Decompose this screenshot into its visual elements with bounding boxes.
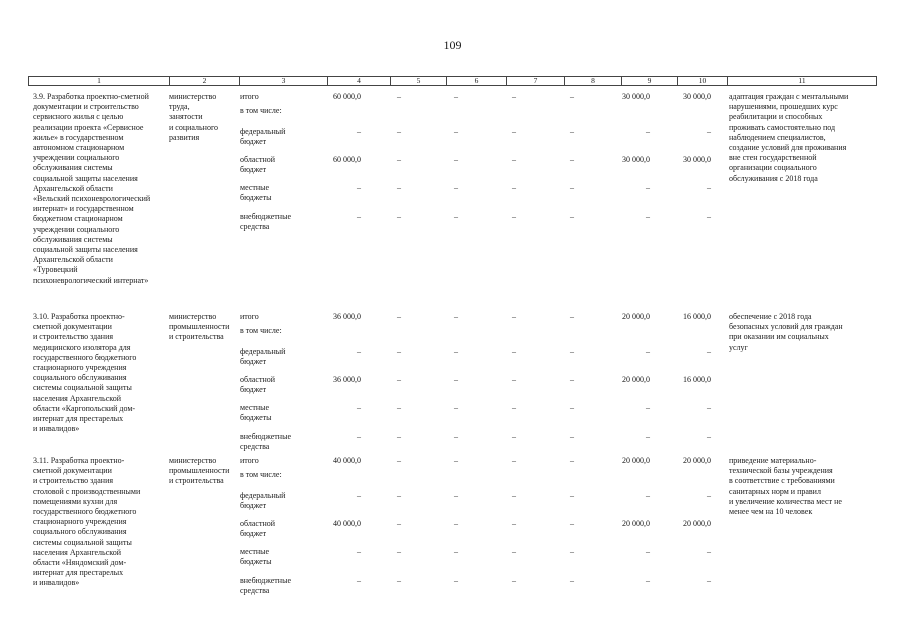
funding-value-cell: 20 000,0 — [683, 456, 711, 465]
funding-value-cell: 30 000,0 — [683, 155, 711, 164]
funding-value-cell: – — [512, 92, 516, 101]
funding-value-cell: – — [512, 519, 516, 528]
funding-value-cell: 60 000,0 — [333, 155, 361, 164]
funding-source-label: в том числе: — [240, 106, 282, 115]
funding-source-label: внебюджетные средства — [240, 432, 291, 452]
funding-value-cell: – — [570, 432, 574, 441]
funding-value-cell: – — [454, 576, 458, 585]
column-header-6: 6 — [446, 77, 506, 85]
funding-value-cell: – — [357, 491, 361, 500]
funding-value-cell: – — [397, 375, 401, 384]
funding-value-cell: – — [454, 183, 458, 192]
funding-value-cell: – — [454, 375, 458, 384]
funding-value-cell: – — [357, 212, 361, 221]
funding-value-cell: – — [570, 547, 574, 556]
funding-source-label: местные бюджеты — [240, 403, 272, 423]
funding-value-cell: – — [646, 183, 650, 192]
funding-value-cell: – — [454, 127, 458, 136]
funding-value-cell: – — [646, 491, 650, 500]
column-header-8: 8 — [564, 77, 621, 85]
funding-value-cell: – — [570, 155, 574, 164]
funding-value-cell: – — [646, 547, 650, 556]
funding-value-cell: – — [646, 347, 650, 356]
column-header-11: 11 — [727, 77, 876, 85]
funding-value-cell: – — [397, 432, 401, 441]
funding-value-cell: – — [646, 403, 650, 412]
funding-value-cell: – — [397, 92, 401, 101]
column-header-3: 3 — [239, 77, 327, 85]
funding-value-cell: – — [646, 576, 650, 585]
funding-value-cell: – — [646, 432, 650, 441]
funding-value-cell: – — [570, 403, 574, 412]
section-executor: министерство промышленности и строительства — [169, 312, 230, 342]
funding-value-cell: – — [570, 491, 574, 500]
section-description: 3.11. Разработка проектно- сметной документации и строительство здания столовой с производственными помещениями кухни для государственного бюджетного стационарного учреждения социального обслуживания системы социальной защиты населения Архангельской области «Няндомский дом- интернат для престарелых и инвалидов» — [33, 456, 141, 588]
funding-value-cell: – — [570, 576, 574, 585]
funding-value-cell: – — [397, 456, 401, 465]
funding-source-label: итого — [240, 456, 259, 465]
funding-value-cell: – — [646, 212, 650, 221]
funding-source-label: областной бюджет — [240, 375, 276, 395]
funding-value-cell: – — [397, 519, 401, 528]
funding-value-cell: – — [397, 155, 401, 164]
funding-source-label: федеральный бюджет — [240, 347, 286, 367]
funding-value-cell: – — [397, 547, 401, 556]
funding-value-cell: – — [397, 491, 401, 500]
funding-value-cell: – — [707, 403, 711, 412]
funding-value-cell: 40 000,0 — [333, 456, 361, 465]
funding-value-cell: – — [707, 347, 711, 356]
funding-value-cell: – — [570, 312, 574, 321]
funding-value-cell: – — [570, 92, 574, 101]
section-result: обеспечение с 2018 года безопасных условий для граждан при оказании им социальных услуг — [729, 312, 843, 352]
section-result: адаптация граждан с ментальными нарушениями, прошедших курс реабилитации и способных проживать самостоятельно под наблюдением специалистов, создание условий для проживания вне стен государственной организации социального обслуживания с 2018 года — [729, 92, 849, 183]
funding-value-cell: 60 000,0 — [333, 92, 361, 101]
section-description: 3.9. Разработка проектно-сметной документации и строительство сервисного жилья с целью реализации проекта «Сервисное жилье» в государственном автономном стационарном учреждении социального обслуживания системы социальной защиты населения Архангельской области «Вельский психоневрологический интернат» и государственном бюджетном стационарном учреждении социального обслуживания системы социальной защиты населения Архангельской области «Туровецкий психоневрологический интернат» — [33, 92, 151, 285]
funding-value-cell: 16 000,0 — [683, 312, 711, 321]
funding-value-cell: – — [454, 547, 458, 556]
funding-value-cell: – — [454, 456, 458, 465]
funding-value-cell: – — [454, 155, 458, 164]
funding-value-cell: 30 000,0 — [622, 92, 650, 101]
funding-source-label: внебюджетные средства — [240, 212, 291, 232]
funding-value-cell: 20 000,0 — [683, 519, 711, 528]
funding-source-label: федеральный бюджет — [240, 491, 286, 511]
funding-source-label: в том числе: — [240, 470, 282, 479]
funding-source-label: итого — [240, 92, 259, 101]
column-header-10: 10 — [677, 77, 727, 85]
funding-value-cell: – — [397, 312, 401, 321]
funding-value-cell: – — [707, 212, 711, 221]
funding-value-cell: – — [454, 92, 458, 101]
page-number: 109 — [443, 38, 462, 52]
funding-value-cell: – — [357, 403, 361, 412]
column-header-2: 2 — [169, 77, 239, 85]
funding-value-cell: – — [397, 403, 401, 412]
funding-source-label: местные бюджеты — [240, 183, 272, 203]
section-executor: министерство промышленности и строительства — [169, 456, 230, 486]
section-executor: министерство труда, занятости и социального развития — [169, 92, 219, 142]
funding-value-cell: – — [454, 212, 458, 221]
funding-value-cell: – — [397, 183, 401, 192]
funding-value-cell: – — [707, 491, 711, 500]
funding-value-cell: – — [357, 576, 361, 585]
funding-source-label: внебюджетные средства — [240, 576, 291, 596]
section-description: 3.10. Разработка проектно- сметной документации и строительство здания медицинского изолятора для государственного бюджетного стационарного учреждения социального обслуживания системы социальной защиты населения Архангельской области «Каргопольский дом- интернат для престарелых и инвалидов» — [33, 312, 137, 434]
funding-value-cell: – — [357, 432, 361, 441]
funding-value-cell: – — [454, 403, 458, 412]
funding-value-cell: – — [707, 547, 711, 556]
funding-source-label: местные бюджеты — [240, 547, 272, 567]
funding-value-cell: – — [454, 432, 458, 441]
funding-value-cell: 20 000,0 — [622, 375, 650, 384]
funding-value-cell: 30 000,0 — [622, 155, 650, 164]
funding-value-cell: 36 000,0 — [333, 312, 361, 321]
funding-value-cell: – — [512, 212, 516, 221]
funding-value-cell: 30 000,0 — [683, 92, 711, 101]
funding-source-label: в том числе: — [240, 326, 282, 335]
funding-value-cell: – — [454, 347, 458, 356]
funding-value-cell: – — [357, 347, 361, 356]
funding-value-cell: 20 000,0 — [622, 312, 650, 321]
funding-value-cell: – — [512, 155, 516, 164]
funding-source-label: областной бюджет — [240, 155, 276, 175]
funding-value-cell: 20 000,0 — [622, 456, 650, 465]
funding-value-cell: – — [570, 347, 574, 356]
section-result: приведение материально- технической базы учреждения в соответствие с требованиями санитарных норм и правил и увеличение количества мест не менее чем на 10 человек — [729, 456, 842, 517]
funding-value-cell: – — [570, 519, 574, 528]
funding-value-cell: – — [570, 183, 574, 192]
funding-value-cell: – — [512, 183, 516, 192]
funding-value-cell: – — [357, 127, 361, 136]
funding-value-cell: 36 000,0 — [333, 375, 361, 384]
funding-value-cell: – — [570, 375, 574, 384]
funding-value-cell: – — [512, 312, 516, 321]
funding-source-label: итого — [240, 312, 259, 321]
funding-value-cell: 20 000,0 — [622, 519, 650, 528]
funding-value-cell: – — [397, 127, 401, 136]
funding-value-cell: – — [512, 432, 516, 441]
funding-value-cell: – — [512, 375, 516, 384]
column-header-row — [28, 76, 877, 86]
funding-value-cell: – — [707, 576, 711, 585]
funding-value-cell: – — [512, 347, 516, 356]
funding-value-cell: – — [512, 547, 516, 556]
funding-source-label: областной бюджет — [240, 519, 276, 539]
funding-value-cell: 16 000,0 — [683, 375, 711, 384]
funding-value-cell: 40 000,0 — [333, 519, 361, 528]
funding-value-cell: – — [570, 456, 574, 465]
funding-value-cell: – — [357, 547, 361, 556]
column-header-1: 1 — [97, 76, 101, 85]
funding-value-cell: – — [397, 576, 401, 585]
funding-source-label: федеральный бюджет — [240, 127, 286, 147]
funding-value-cell: – — [512, 127, 516, 136]
funding-value-cell: – — [397, 212, 401, 221]
funding-value-cell: – — [357, 183, 361, 192]
funding-value-cell: – — [707, 127, 711, 136]
funding-value-cell: – — [512, 456, 516, 465]
funding-value-cell: – — [512, 491, 516, 500]
funding-value-cell: – — [570, 212, 574, 221]
funding-value-cell: – — [454, 519, 458, 528]
funding-value-cell: – — [454, 491, 458, 500]
funding-value-cell: – — [454, 312, 458, 321]
column-header-9: 9 — [621, 77, 677, 85]
funding-value-cell: – — [512, 576, 516, 585]
funding-value-cell: – — [570, 127, 574, 136]
funding-value-cell: – — [646, 127, 650, 136]
funding-value-cell: – — [512, 403, 516, 412]
funding-value-cell: – — [707, 432, 711, 441]
column-header-5: 5 — [390, 77, 446, 85]
funding-value-cell: – — [707, 183, 711, 192]
funding-value-cell: – — [397, 347, 401, 356]
column-header-7: 7 — [506, 77, 564, 85]
column-header-4: 4 — [327, 77, 390, 85]
